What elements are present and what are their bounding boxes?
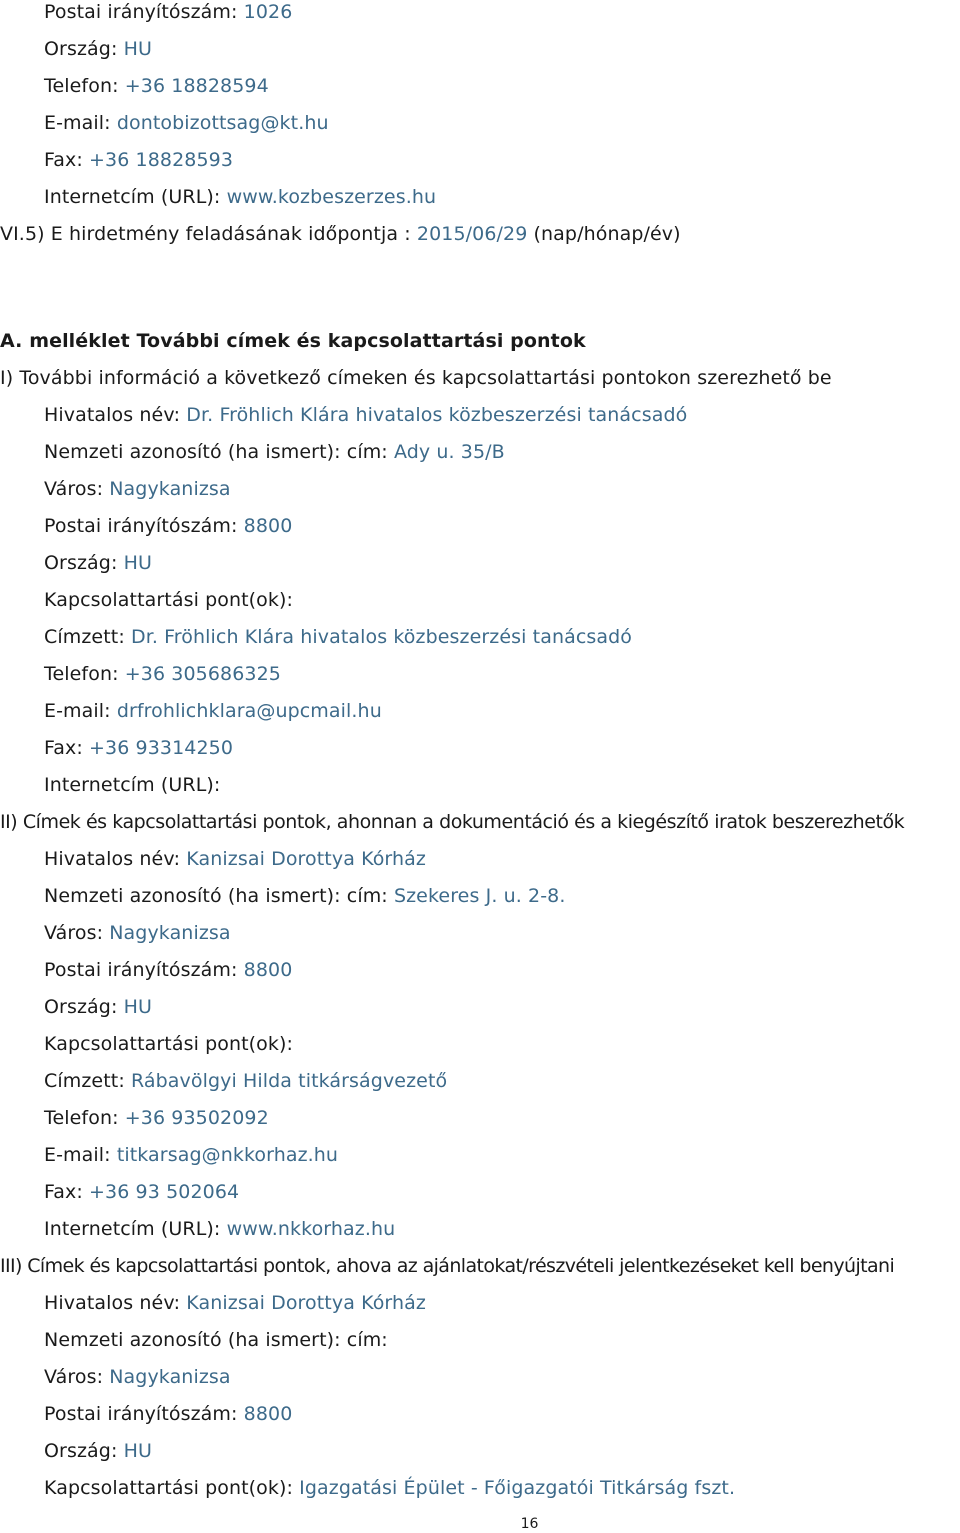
section1-row: Nemzeti azonosító (ha ismert): cím: Ady u. 35/B [44,441,505,463]
top-row-email: E-mail: dontobizottsag@kt.hu [44,112,329,134]
section2-row: Fax: +36 93 502064 [44,1181,240,1203]
section3-row: Hivatalos név: Kanizsai Dorottya Kórház [44,1292,426,1314]
section2-row: Postai irányítószám: 8800 [44,959,293,981]
top-row-zip: Postai irányítószám: 1026 [44,1,293,23]
section2-row: Nemzeti azonosító (ha ismert): cím: Szekeres J. u. 2-8. [44,885,566,907]
section1-row: Hivatalos név: Dr. Fröhlich Klára hivatalos közbeszerzési tanácsadó [44,404,688,426]
section3-row: Kapcsolattartási pont(ok): Igazgatási Épület - Főigazgatói Titkárság fszt. [44,1477,736,1499]
section1-row: Város: Nagykanizsa [44,478,231,500]
section2-row: Címzett: Rábavölgyi Hilda titkárságvezető [44,1070,448,1092]
section3-row: Ország: HU [44,1440,152,1462]
section1-row: Postai irányítószám: 8800 [44,515,293,537]
section3-row: Város: Nagykanizsa [44,1366,231,1388]
annex-title: A. melléklet További címek és kapcsolattartási pontok [0,330,586,352]
section1-row: Címzett: Dr. Fröhlich Klára hivatalos közbeszerzési tanácsadó [44,626,633,648]
section2-row: Hivatalos név: Kanizsai Dorottya Kórház [44,848,426,870]
section1-heading: I) További információ a következő címeken és kapcsolattartási pontokon szerezhető be [0,367,832,389]
top-row-url: Internetcím (URL): www.kozbeszerzes.hu [44,186,437,208]
section2-row: Ország: HU [44,996,152,1018]
section1-row: Ország: HU [44,552,152,574]
section2-row: Internetcím (URL): www.nkkorhaz.hu [44,1218,396,1240]
section2-heading: II) Címek és kapcsolattartási pontok, ahonnan a dokumentáció és a kiegészítő iratok beszerezhetők [0,811,905,833]
section1-row: Internetcím (URL): [44,774,221,796]
section3-row: Postai irányítószám: 8800 [44,1403,293,1425]
section1-row: Fax: +36 93314250 [44,737,234,759]
section2-row: Város: Nagykanizsa [44,922,231,944]
section2-row: Telefon: +36 93502092 [44,1107,269,1129]
section3-heading: III) Címek és kapcsolattartási pontok, ahova az ajánlatokat/részvételi jelentkezéseket kell benyújtani [0,1255,895,1277]
page-number: 16 [520,1516,539,1532]
top-row-fax: Fax: +36 18828593 [44,149,234,171]
section1-row: Telefon: +36 305686325 [44,663,281,685]
vi5-row: VI.5) E hirdetmény feladásának időpontja : 2015/06/29 (nap/hónap/év) [0,223,681,245]
section2-row: Kapcsolattartási pont(ok): [44,1033,294,1055]
section1-row: Kapcsolattartási pont(ok): [44,589,294,611]
section2-row: E-mail: titkarsag@nkkorhaz.hu [44,1144,339,1166]
top-row-phone: Telefon: +36 18828594 [44,75,269,97]
section1-row: E-mail: drfrohlichklara@upcmail.hu [44,700,382,722]
section3-row: Nemzeti azonosító (ha ismert): cím: [44,1329,388,1351]
top-row-country: Ország: HU [44,38,152,60]
